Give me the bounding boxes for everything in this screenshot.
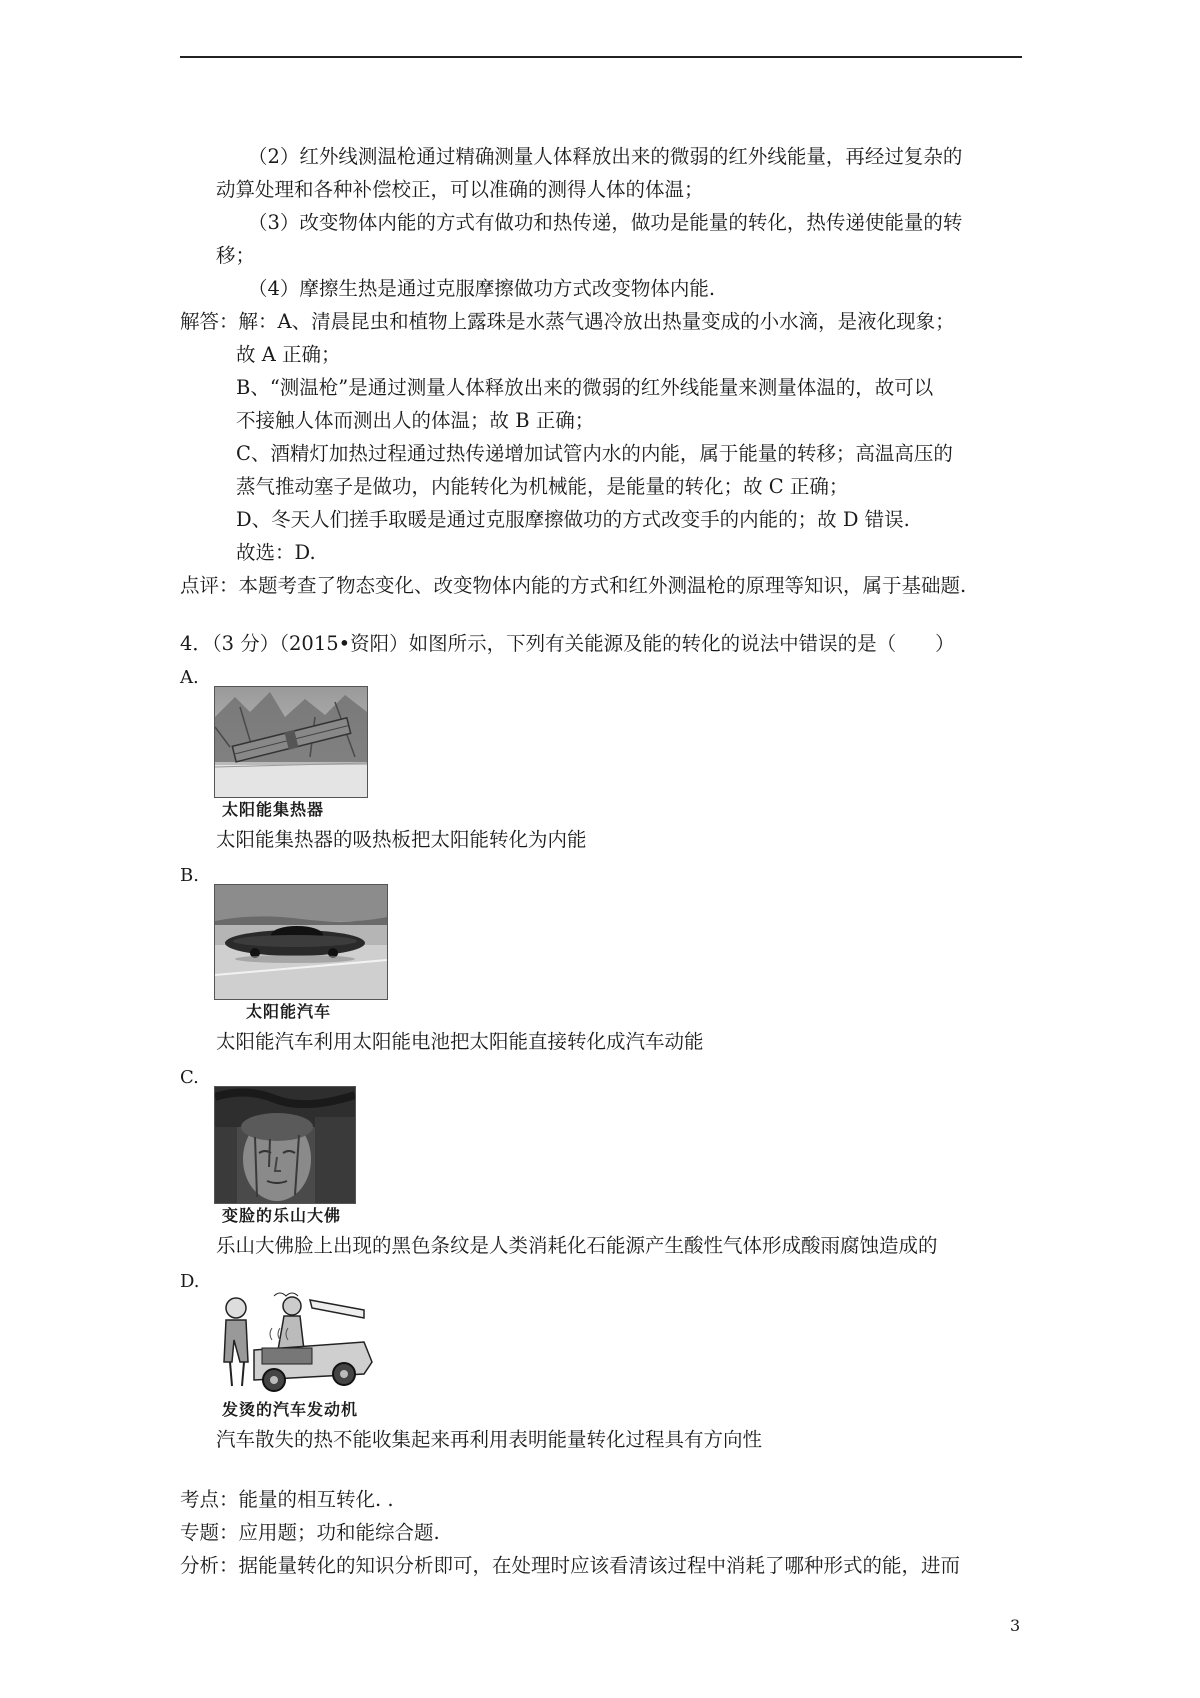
analysis-p2-line1: （2）红外线测温枪通过精确测量人体释放出来的微弱的红外线能量，再经过复杂的: [248, 145, 963, 168]
analysis-p3-line2: 移；: [216, 244, 256, 267]
answer-line-3: B、“测温枪”是通过测量人体释放出来的微弱的红外线能量来测量体温的，故可以: [236, 376, 934, 399]
option-c-text: 乐山大佛脸上出现的黑色条纹是人类消耗化石能源产生酸性气体形成酸雨腐蚀造成的: [216, 1234, 938, 1257]
question-4-stem: 4．（3 分）（2015•资阳）如图所示，下列有关能源及能的转化的说法中错误的是（ ）: [180, 632, 955, 655]
option-a-caption: 太阳能集热器: [222, 800, 325, 819]
option-d-text: 汽车散失的热不能收集起来再利用表明能量转化过程具有方向性: [216, 1428, 763, 1451]
option-a-text: 太阳能集热器的吸热板把太阳能转化为内能: [216, 828, 587, 851]
answer-text: 解：A、清晨昆虫和植物上露珠是水蒸气遇冷放出热量变成的小水滴，是液化现象；: [238, 310, 955, 333]
hot-engine-cartoon: [214, 1290, 374, 1398]
option-c-letter: C.: [180, 1067, 199, 1088]
answer-line-2: 故 A 正确；: [236, 343, 341, 366]
answer-label: 解答：: [180, 310, 239, 333]
solar-collector-image: [214, 686, 368, 798]
document-page: [180, 140, 1022, 1582]
leshan-buddha-image: [214, 1086, 356, 1204]
analysis-p2-line2: 动算处理和各种补偿校正，可以准确的测得人体的体温；: [216, 178, 704, 201]
option-b-caption: 太阳能汽车: [246, 1002, 332, 1021]
analysis-p3-line1: （3）改变物体内能的方式有做功和热传递，做功是能量的转化，热传递使能量的转: [248, 211, 963, 234]
analysis-p4: （4）摩擦生热是通过克服摩擦做功方式改变物体内能.: [248, 277, 716, 300]
page-number: 3: [1010, 1616, 1021, 1635]
solar-car-image: [214, 884, 388, 1000]
comment: 点评：本题考查了物态变化、改变物体内能的方式和红外测温枪的原理等知识，属于基础题.: [180, 574, 967, 597]
option-d-caption: 发烫的汽车发动机: [222, 1400, 359, 1419]
kaodian: 考点：能量的相互转化. .: [180, 1488, 394, 1511]
option-d-letter: D.: [180, 1271, 200, 1292]
option-b-letter: B.: [180, 865, 199, 886]
answer-line-8: 故选：D.: [236, 541, 316, 564]
answer-line-6: 蒸气推动塞子是做功，内能转化为机械能，是能量的转化；故 C 正确；: [236, 475, 849, 498]
option-a-letter: A.: [180, 667, 199, 688]
option-b-text: 太阳能汽车利用太阳能电池把太阳能直接转化成汽车动能: [216, 1030, 704, 1053]
header-rule: [180, 56, 1022, 58]
fenxi: 分析：据能量转化的知识分析即可，在处理时应该看清该过程中消耗了哪种形式的能，进而: [180, 1554, 961, 1577]
option-c-caption: 变脸的乐山大佛: [222, 1206, 342, 1225]
answer-line-1: [180, 305, 1022, 338]
option-a-figure: [214, 686, 1022, 822]
zhuanti: 专题：应用题；功和能综合题.: [180, 1521, 440, 1544]
option-d-figure: [214, 1290, 1022, 1422]
option-c-figure: [214, 1086, 1022, 1228]
answer-line-4: 不接触人体而测出人的体温；故 B 正确；: [236, 409, 595, 432]
option-b-figure: [214, 884, 1022, 1024]
answer-line-5: C、酒精灯加热过程通过热传递增加试管内水的内能，属于能量的转移；高温高压的: [236, 442, 953, 465]
answer-line-7: D、冬天人们搓手取暖是通过克服摩擦做功的方式改变手的内能的；故 D 错误.: [236, 508, 910, 531]
